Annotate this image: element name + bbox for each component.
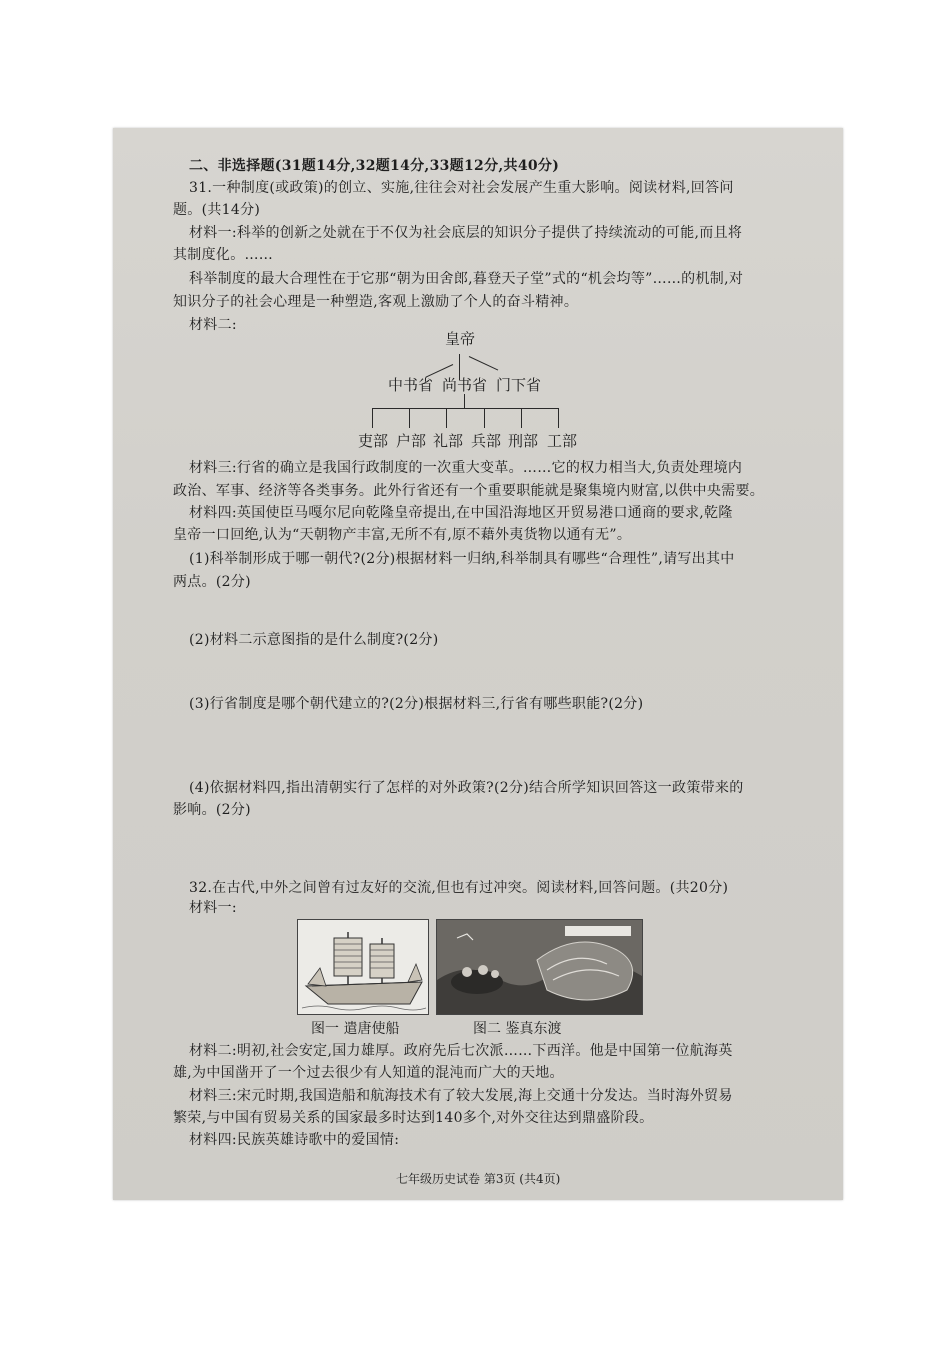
envoy-ship-image [297, 919, 429, 1015]
q31-sub3: (3)行省制度是哪个朝代建立的?(2分)根据材料三,行省有哪些职能?(2分) [189, 696, 644, 712]
jianzhen-voyage-image [436, 919, 643, 1015]
diagram-shangshu: 尚书省 [442, 376, 488, 394]
q31-material1-line2: 其制度化。…… [173, 247, 274, 263]
diagram-ministry-rites: 礼部 [433, 432, 464, 450]
q31-sub1-line2: 两点。(2分) [173, 574, 251, 590]
q31-material3-line2: 政治、军事、经济等各类事务。此外行省还有一个重要职能就是聚集境内财富,以供中央需要。 [173, 483, 765, 499]
diagram-ministry-personnel: 吏部 [358, 432, 389, 450]
diagram-ministry-war: 兵部 [471, 432, 502, 450]
jianzhen-voyage-drawing [437, 920, 642, 1014]
section-heading: 二、非选择题(31题14分,32题14分,33题12分,共40分) [189, 158, 560, 174]
q32-material1-label: 材料一: [189, 900, 237, 916]
q31-sub2: (2)材料二示意图指的是什么制度?(2分) [189, 632, 439, 648]
q32-material4-label: 材料四:民族英雄诗歌中的爱国情: [189, 1132, 400, 1148]
q31-material2-label: 材料二: [189, 317, 237, 333]
q31-material1-line1: 材料一:科举的创新之处就在于不仅为社会底层的知识分子提供了持续流动的可能,而且将 [189, 225, 743, 241]
q32-intro: 32.在古代,中外之间曾有过友好的交流,但也有过冲突。阅读材料,回答问题。(共20分) [189, 880, 729, 896]
q31-intro-line1: 31.一种制度(或政策)的创立、实施,往往会对社会发展产生重大影响。阅读材料,回答问 [189, 180, 734, 196]
q31-material1-line4: 知识分子的社会心理是一种塑造,客观上激励了个人的奋斗精神。 [173, 294, 579, 310]
diagram-line [558, 408, 559, 428]
q32-material3-line1: 材料三:宋元时期,我国造船和航海技术有了较大发展,海上交通十分发达。当时海外贸易 [189, 1088, 733, 1104]
q31-material3-line1: 材料三:行省的确立是我国行政制度的一次重大变革。……它的权力相当大,负责处理境内 [189, 460, 743, 476]
diagram-zhongshu: 中书省 [388, 376, 434, 394]
diagram-line [484, 408, 485, 428]
diagram-line [464, 394, 465, 408]
q31-intro-line2: 题。(共14分) [173, 202, 261, 218]
exam-page [113, 128, 843, 1200]
q31-material4-line1: 材料四:英国使臣马嘎尔尼向乾隆皇帝提出,在中国沿海地区开贸易港口通商的要求,乾隆 [189, 505, 733, 521]
envoy-ship-drawing [298, 920, 428, 1014]
diagram-menxia: 门下省 [496, 376, 542, 394]
diagram-line [372, 408, 373, 428]
diagram-line [372, 408, 558, 409]
q31-sub4-line2: 影响。(2分) [173, 802, 251, 818]
diagram-ministry-works: 工部 [547, 432, 578, 450]
diagram-line [446, 408, 447, 428]
q31-sub1-line1: (1)科举制形成于哪一朝代?(2分)根据材料一归纳,科举制具有哪些“合理性”,请写出其中 [189, 551, 735, 567]
diagram-ministry-justice: 刑部 [508, 432, 539, 450]
q31-sub4-line1: (4)依据材料四,指出清朝实行了怎样的对外政策?(2分)结合所学知识回答这一政策带来的 [189, 780, 744, 796]
diagram-emperor: 皇帝 [445, 330, 476, 348]
page-footer: 七年级历史试卷 第3页 (共4页) [396, 1172, 561, 1186]
figure2-caption: 图二 鉴真东渡 [473, 1021, 562, 1037]
diagram-ministry-revenue: 户部 [396, 432, 427, 450]
diagram-line [469, 356, 498, 370]
q31-material1-line3: 科举制度的最大合理性在于它那“朝为田舍郎,暮登天子堂”式的“机会均等”……的机制,对 [189, 271, 744, 287]
q32-material2-line1: 材料二:明初,社会安定,国力雄厚。政府先后七次派……下西洋。他是中国第一位航海英 [189, 1043, 733, 1059]
q31-material4-line2: 皇帝一口回绝,认为“天朝物产丰富,无所不有,原不藉外夷货物以通有无”。 [173, 527, 632, 543]
q32-material2-line2: 雄,为中国凿开了一个过去很少有人知道的混沌而广大的天地。 [173, 1065, 564, 1081]
diagram-line [409, 408, 410, 428]
q32-material3-line2: 繁荣,与中国有贸易关系的国家最多时达到140多个,对外交往达到鼎盛阶段。 [173, 1110, 654, 1126]
figure1-caption: 图一 遣唐使船 [311, 1021, 400, 1037]
diagram-line [521, 408, 522, 428]
